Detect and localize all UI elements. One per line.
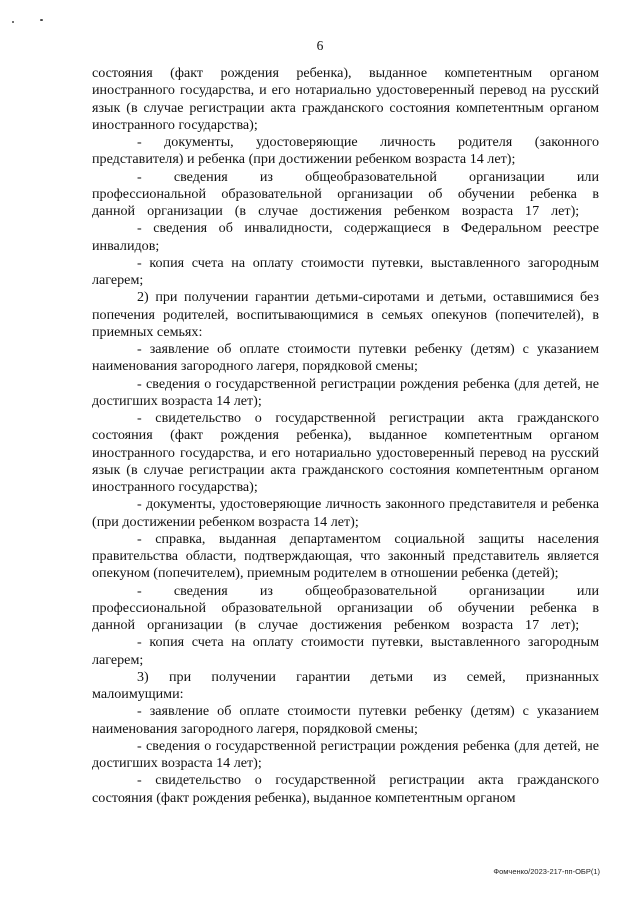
page-number: 6: [316, 38, 324, 53]
list-item: - сведения из общеобразовательной организации или профессиональной образовательной организации об обучении ребенка в данной организации (в случае достижения ребенком возраста 17 лет);: [92, 582, 599, 633]
paragraph: состояния (факт рождения ребенка), выданное компетентным органом иностранного государства, и его нотариально удостоверенный перевод на русский язык (в случае регистрации акта гражданского состояния компетентным органом иностранного государства);: [92, 65, 599, 133]
list-item: - копия счета на оплату стоимости путевки, выставленного загородным лагерем;: [92, 634, 599, 668]
list-item: - сведения о государственной регистрации рождения ребенка (для детей, не достигших возраста 14 лет);: [92, 737, 599, 771]
list-item: - сведения о государственной регистрации рождения ребенка (для детей, не достигших возраста 14 лет);: [92, 375, 599, 409]
document-code: Фомченко/2023-217-пп-ОБР(1): [493, 867, 600, 876]
list-item: - сведения об инвалидности, содержащиеся в Федеральном реестре инвалидов;: [92, 220, 599, 254]
document-body: [92, 65, 599, 807]
list-item: - сведения из общеобразовательной организации или профессиональной образовательной организации об обучении ребенка в данной организации (в случае достижения ребенком возраста 17 лет);: [92, 168, 599, 219]
list-item: - справка, выданная департаментом социальной защиты населения правительства области, подтверждающая, что законный представитель является опекуном (попечителем), приемным родителем в отношении ребенка (детей);: [92, 530, 599, 582]
list-item: - документы, удостоверяющие личность законного представителя и ребенка (при достижении ребенком возраста 14 лет);: [92, 496, 599, 530]
section-item-2: 2) при получении гарантии детьми-сиротами и детьми, оставшимися без попечения родителей, воспитывающимися в семьях опекунов (попечителей), в приемных семьях:: [92, 289, 599, 340]
list-item: - копия счета на оплату стоимости путевки, выставленного загородным лагерем;: [92, 254, 599, 288]
section-item-3: 3) при получении гарантии детьми из семей, признанных малоимущими:: [92, 668, 599, 702]
scan-speck: [40, 19, 43, 21]
scan-speck: [12, 21, 14, 23]
list-item: - заявление об оплате стоимости путевки ребенку (детям) с указанием наименования загородного лагеря, порядковой смены;: [92, 341, 599, 375]
list-item: - заявление об оплате стоимости путевки ребенку (детям) с указанием наименования загородного лагеря, порядковой смены;: [92, 703, 599, 737]
list-item: - документы, удостоверяющие личность родителя (законного представителя) и ребенка (при достижении ребенком возраста 14 лет);: [92, 134, 599, 168]
list-item: - свидетельство о государственной регистрации акта гражданского состояния (факт рождения ребенка), выданное компетентным органом: [92, 772, 599, 806]
list-item: - свидетельство о государственной регистрации акта гражданского состояния (факт рождения ребенка), выданное компетентным органом иностранного государства, и его нотариально удостоверенный перевод на русский язык (в случае регистрации акта гражданского состояния компетентным органом иностранного государства);: [92, 410, 599, 495]
